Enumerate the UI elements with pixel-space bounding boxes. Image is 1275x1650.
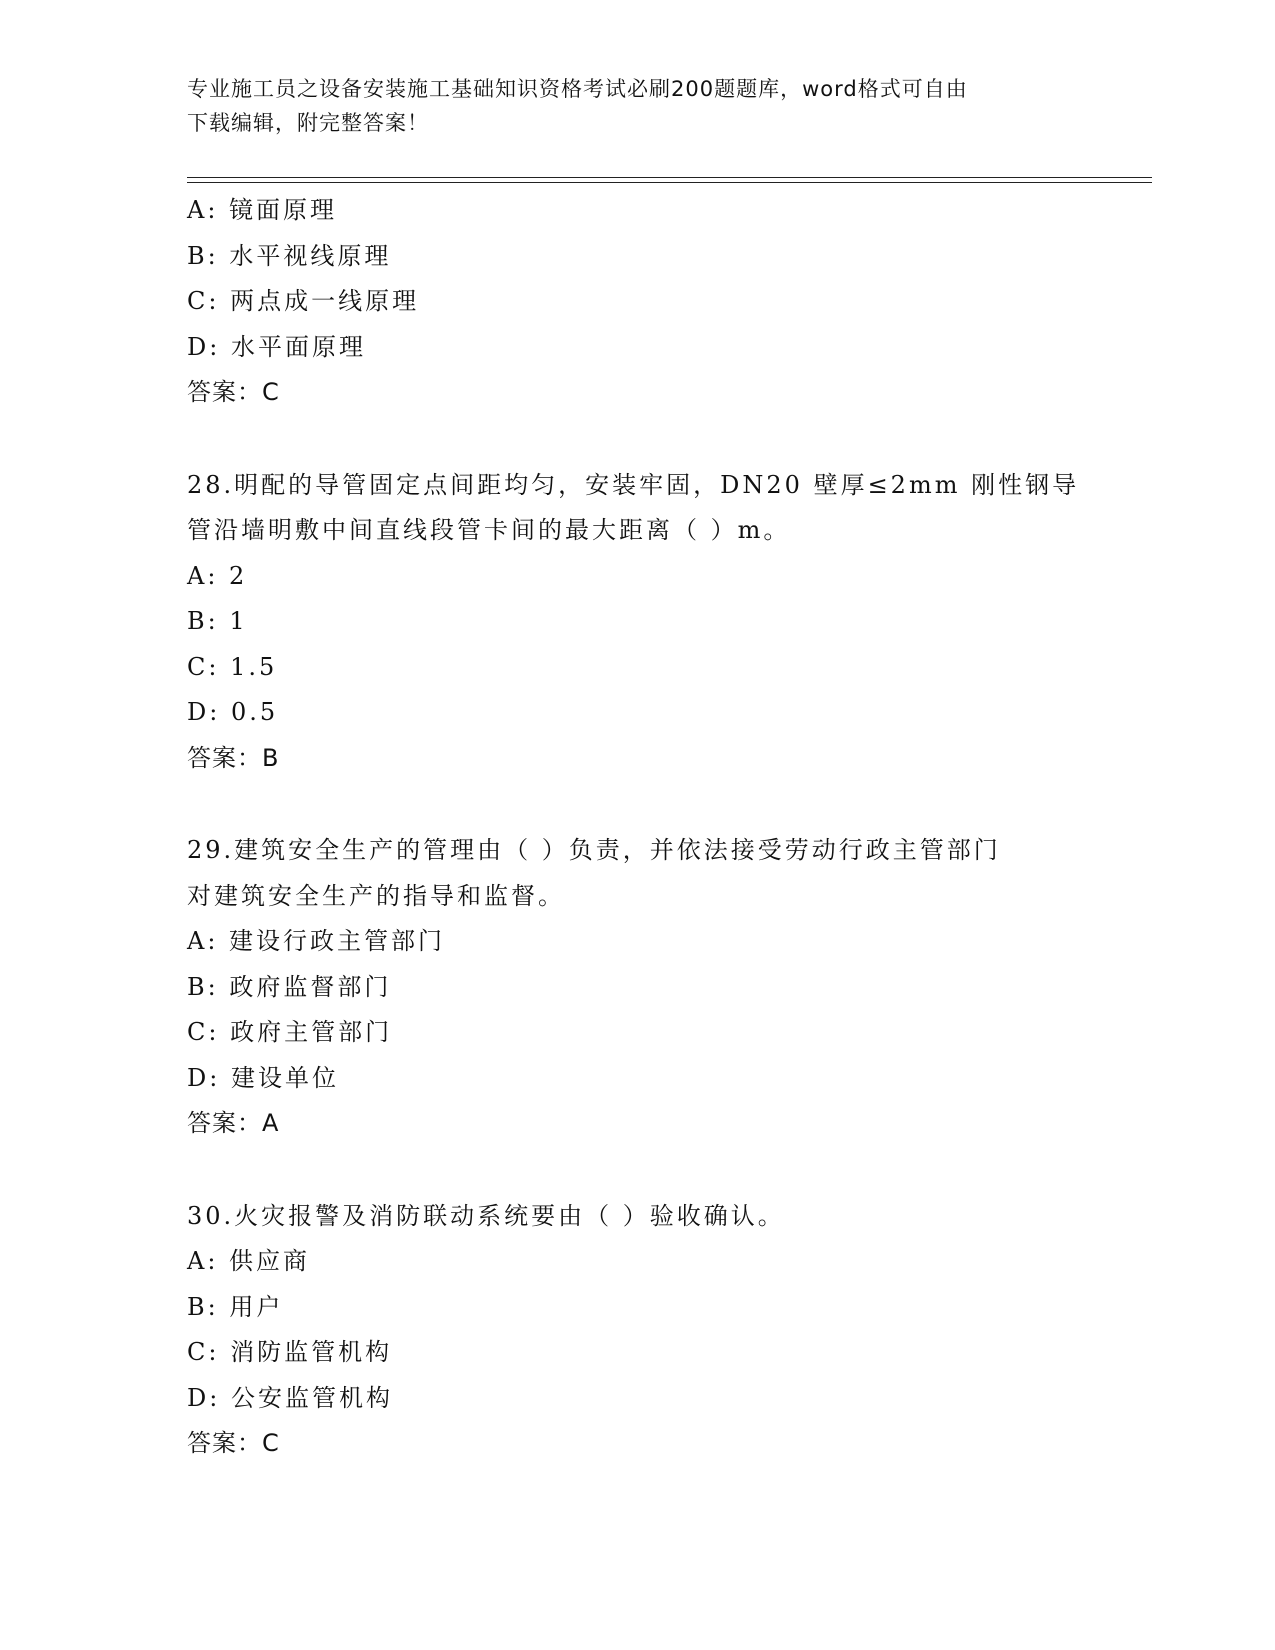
option-d: D: 公安监管机构 <box>187 1383 393 1412</box>
question-text-line-1: 28.明配的导管固定点间距均匀，安装牢固，DN20 壁厚≤2mm 刚性钢导 <box>187 470 1080 499</box>
option-d: D: 0.5 <box>187 698 279 726</box>
option-a: A: 镜面原理 <box>187 196 338 224</box>
option-a: A: 建设行政主管部门 <box>187 927 446 955</box>
question-text-line-2: 对建筑安全生产的指导和监督。 <box>187 881 565 910</box>
question-27 <box>187 188 1087 416</box>
question-text-line-1: 29.建筑安全生产的管理由（ ）负责，并依法接受劳动行政主管部门 <box>187 836 1001 864</box>
option-b: B: 用户 <box>187 1292 284 1321</box>
header-line-2: 下载编辑，附完整答案！ <box>187 111 429 135</box>
answer: 答案：A <box>187 1109 280 1137</box>
question-list <box>187 188 1087 1467</box>
header-divider-bottom <box>187 182 1152 183</box>
spacer <box>187 781 1087 828</box>
question-text-line-2: 管沿墙明敷中间直线段管卡间的最大距离（ ）m。 <box>187 516 791 544</box>
option-c: C: 消防监管机构 <box>187 1338 393 1366</box>
option-a: A: 2 <box>187 561 248 590</box>
header-line-1: 专业施工员之设备安装施工基础知识资格考试必刷200题题库，word格式可自由 <box>187 77 968 101</box>
option-d: D: 建设单位 <box>187 1063 339 1092</box>
answer: 答案：C <box>187 1429 280 1457</box>
option-c: C: 两点成一线原理 <box>187 287 420 315</box>
spacer <box>187 1147 1087 1194</box>
option-a: A: 供应商 <box>187 1247 311 1275</box>
option-c: C: 1.5 <box>187 652 278 681</box>
question-text-line-1: 30.火灾报警及消防联动系统要由（ ）验收确认。 <box>187 1201 785 1230</box>
option-d: D: 水平面原理 <box>187 332 366 361</box>
question-30 <box>187 1194 1087 1467</box>
option-b: B: 水平视线原理 <box>187 241 392 270</box>
option-b: B: 政府监督部门 <box>187 972 392 1001</box>
spacer <box>187 416 1087 463</box>
answer: 答案：B <box>187 743 280 772</box>
answer: 答案：C <box>187 378 280 406</box>
option-c: C: 政府主管部门 <box>187 1018 393 1046</box>
question-29 <box>187 828 1087 1147</box>
option-b: B: 1 <box>187 607 248 635</box>
question-28 <box>187 463 1087 782</box>
document-header <box>187 72 1087 140</box>
header-divider-top <box>187 177 1152 178</box>
